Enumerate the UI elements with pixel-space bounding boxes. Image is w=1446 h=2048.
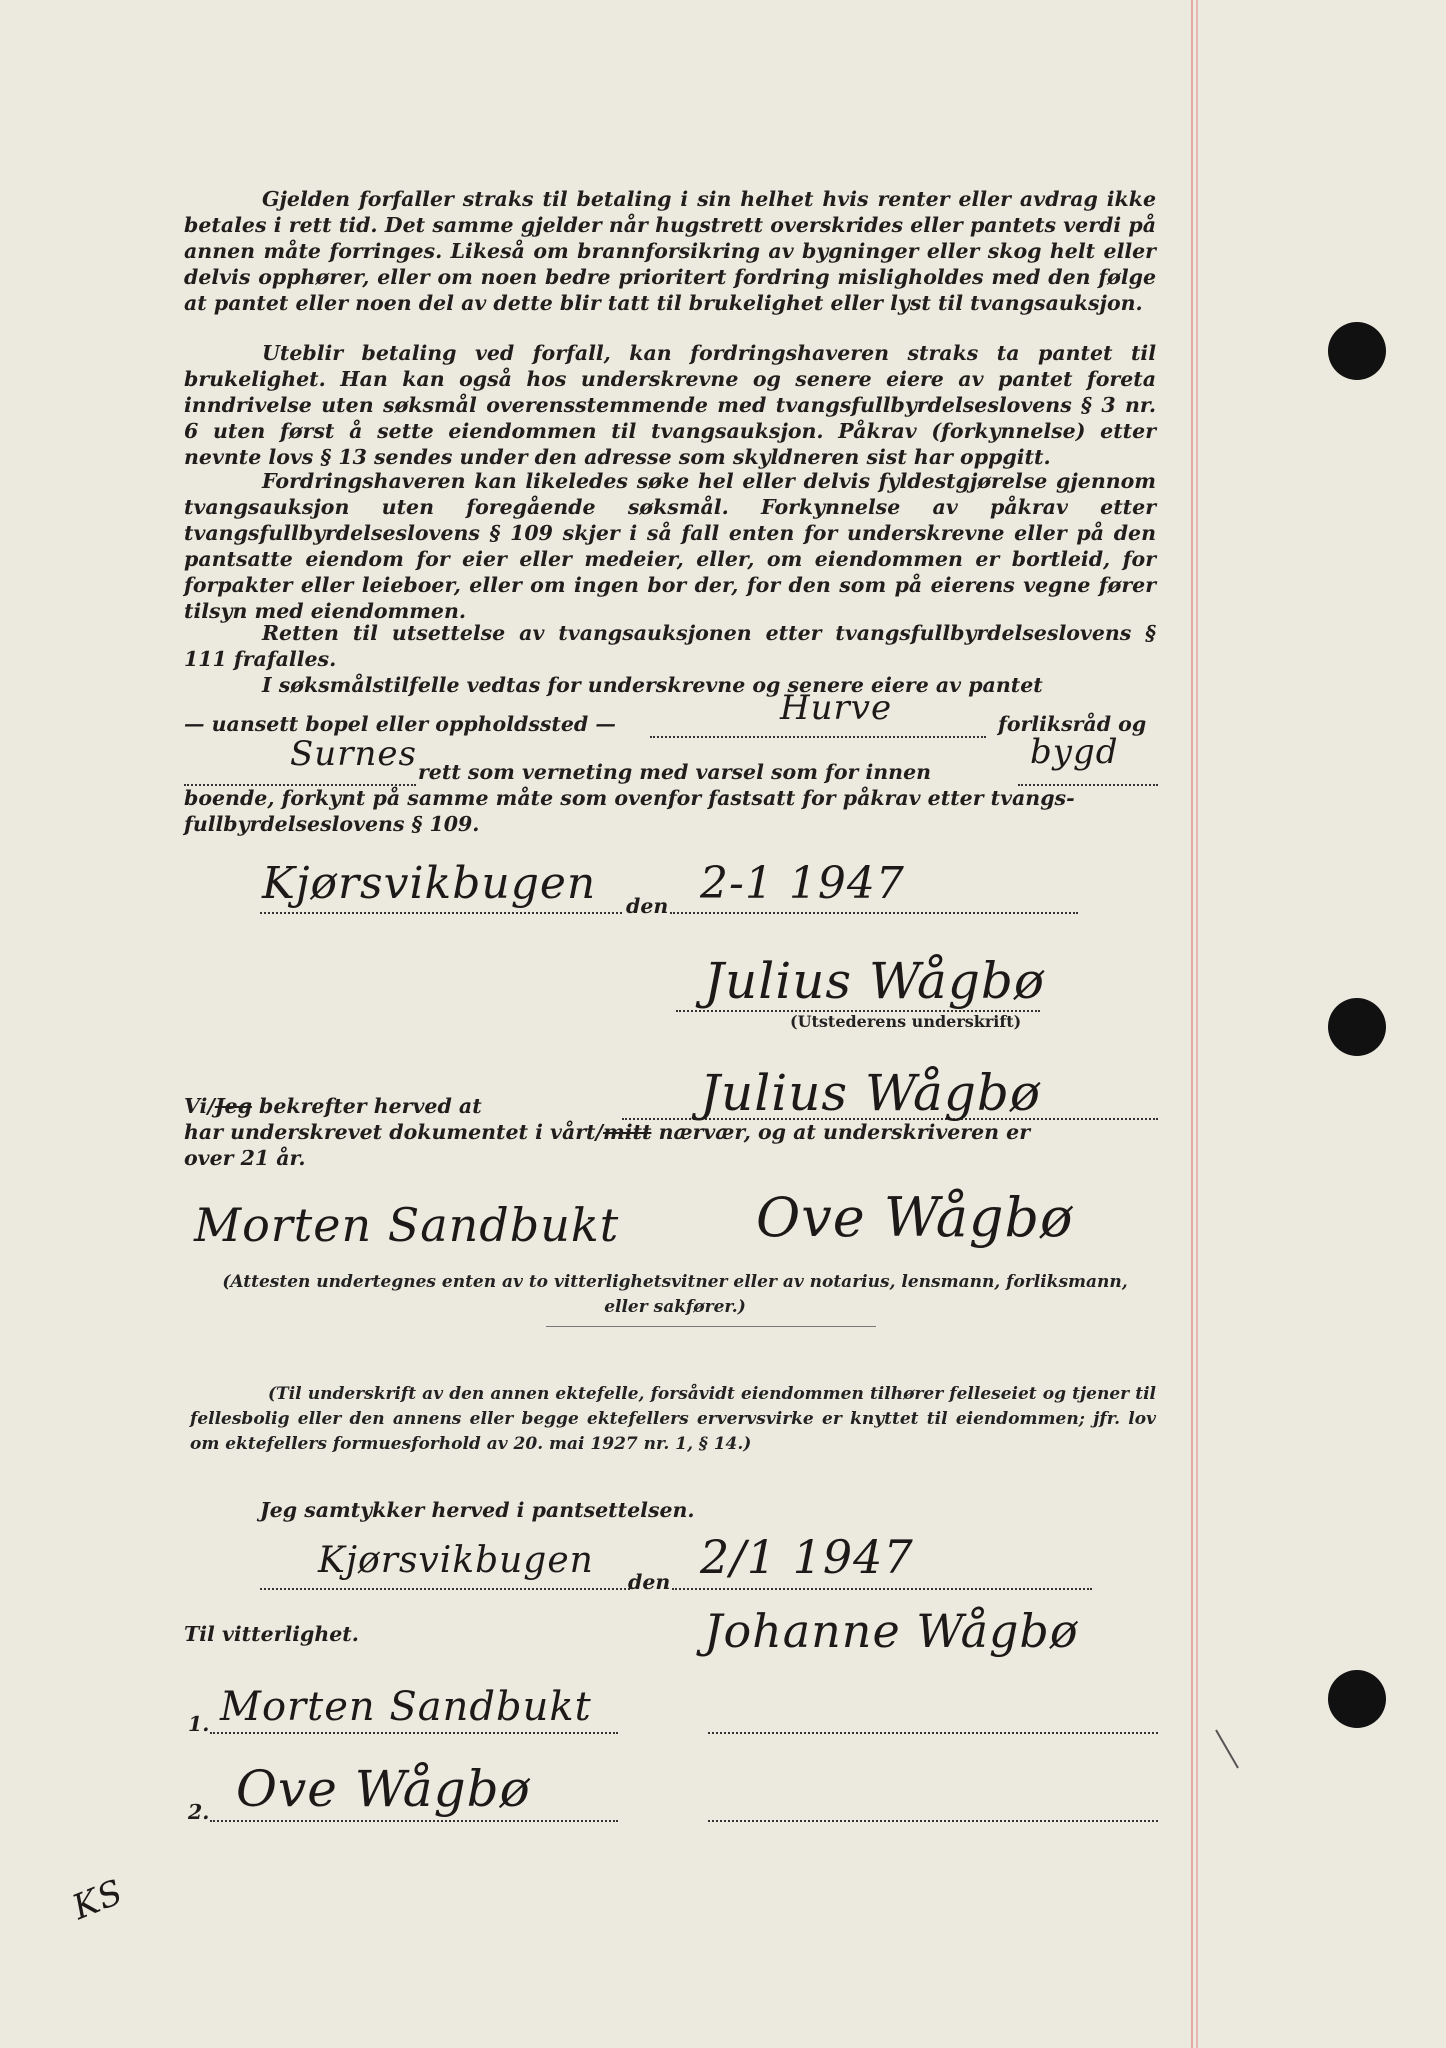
den-label: den [626,894,669,918]
paragraph-payment-default: Uteblir betaling ved forfall, kan fordringshaveren straks ta pantet til brukelighet. Han kan også hos underskrevne og senere eiere av pantet foreta inndrivelse uten søksmål overensstemmende med tvangsfullbyrdelseslovens § 3 nr. 6 uten først å sette eiendommen til tvangsauksjon. Påkrav (forkynnelse) etter nevnte lovs § 13 sendes under den adresse som skyldneren sist har oppgitt. [184,341,1156,469]
handwritten-district: bygd [1030,732,1119,772]
punch-hole [1328,322,1386,380]
witness-number-1: 1. [188,1712,210,1736]
handwritten-signer-name: Julius Wågbø [700,1064,1041,1122]
handwritten-date: 2-1 1947 [700,858,905,909]
jeg-struck: Jeg [214,1094,252,1118]
separator-line [546,1326,876,1327]
margin-rule-left [1191,0,1193,2048]
paragraph-venue-intro: I søksmålstilfelle vedtas for underskrevne og senere eiere av pantet [262,673,1043,697]
dotted-line [210,1820,618,1822]
venue-line4: fullbyrdelseslovens § 109. [184,812,480,836]
spouse-witness1-signature: Morten Sandbukt [220,1684,592,1730]
dotted-line [708,1732,1158,1734]
margin-rule-right [1196,0,1198,2048]
witness-number-2: 2. [188,1800,210,1824]
til-vitterlighet-label: Til vitterlighet. [184,1622,359,1646]
dotted-line [650,736,986,738]
handwritten-venue: Hurve [780,688,893,728]
dotted-line [670,912,1078,914]
dotted-line [672,1588,1092,1590]
paragraph-forced-sale: Fordringshaveren kan likeledes søke hel eller delvis fyldestgjørelse gjennom tvangsauksjon uten foregående søksmål. Forkynnelse av påkrav etter tvangsfullbyrdelseslovens § 109 skjer i så fall enten for underskrevne eller på den pantsatte eiendom for eier eller medeier, eller, om eiendommen er bortleid, for forpakter eller leieboer, eller om ingen bor der, for den som på eierens vegne fører tilsyn med eiendommen. [184,469,1156,623]
dotted-line [708,1820,1158,1822]
venue-line1-suffix: forliksråd og [998,712,1147,736]
attest-note: (Attesten undertegnes enten av to vitterlighetsvitner eller av notarius, lensmann, forliksmann, eller sakfører.) [222,1272,1128,1317]
corner-initials-mark: KS [67,1871,130,1928]
issuer-caption: (Utstederens underskrift) [790,1012,1022,1031]
witness-line1 [184,1094,482,1118]
issuer-signature: Julius Wågbø [704,952,1045,1010]
witness2-signature: Ove Wågbø [756,1186,1074,1249]
paragraph-postponement: Retten til utsettelse av tvangsauksjonen etter tvangsfullbyrdelseslovens § 111 frafalles. [184,621,1156,671]
dotted-line [260,1588,630,1590]
dotted-line [260,912,622,914]
venue-line1-prefix: — uansett bopel eller oppholdssted — [184,712,616,736]
venue-line3: boende, forkynt på samme måte som ovenfor fastsatt for påkrav etter tvangs- [184,786,1075,810]
spouse-witness2-signature: Ove Wågbø [236,1760,531,1818]
handwritten-place: Kjørsvikbugen [262,858,597,909]
dotted-line [210,1732,618,1734]
vi-text: Vi/ [184,1094,215,1118]
spouse-handwritten-place: Kjørsvikbugen [318,1540,594,1581]
pencil-tick-mark [1212,1728,1242,1772]
punch-hole [1328,1670,1386,1728]
paragraph-due: Gjelden forfaller straks til betaling i sin helhet hvis renter eller avdrag ikke betales i rett tid. Det samme gjelder når hugstrett overskrides eller pantets verdi på annen måte forringes. Likeså om brannforsikring av bygninger eller skog helt eller delvis opphører, eller om noen bedre prioritert fordring misligholdes med den følge at pantet eller noen del av dette blir tatt til brukelighet eller lyst til tvangsauksjon. [184,187,1156,315]
witness-line2: har underskrevet dokumentet i vårt/mitt nærvær, og at underskriveren er [184,1120,1031,1144]
witness1-signature: Morten Sandbukt [194,1198,620,1252]
venue-line2-middle: rett som verneting med varsel som for innen [418,760,932,784]
witness-line3: over 21 år. [184,1146,306,1170]
punch-hole [1328,998,1386,1056]
spouse-signature: Johanne Wågbø [704,1604,1079,1658]
witness-line1-rest: bekrefter herved at [259,1094,482,1118]
spouse-handwritten-date: 2/1 1947 [700,1530,914,1584]
consent-text: Jeg samtykker herved i pantsettelsen. [260,1498,695,1522]
spouse-note: (Til underskrift av den annen ektefelle, forsåvidt eiendommen tilhører felleseiet og tjener til fellesbolig eller den annens eller begge ektefellers ervervsvirke er knyttet til eiendommen; jfr. lov om ektefellers formuesforhold av 20. mai 1927 nr. 1, § 14.) [190,1384,1156,1454]
spouse-den-label: den [628,1570,671,1594]
handwritten-court: Surnes [290,734,417,774]
